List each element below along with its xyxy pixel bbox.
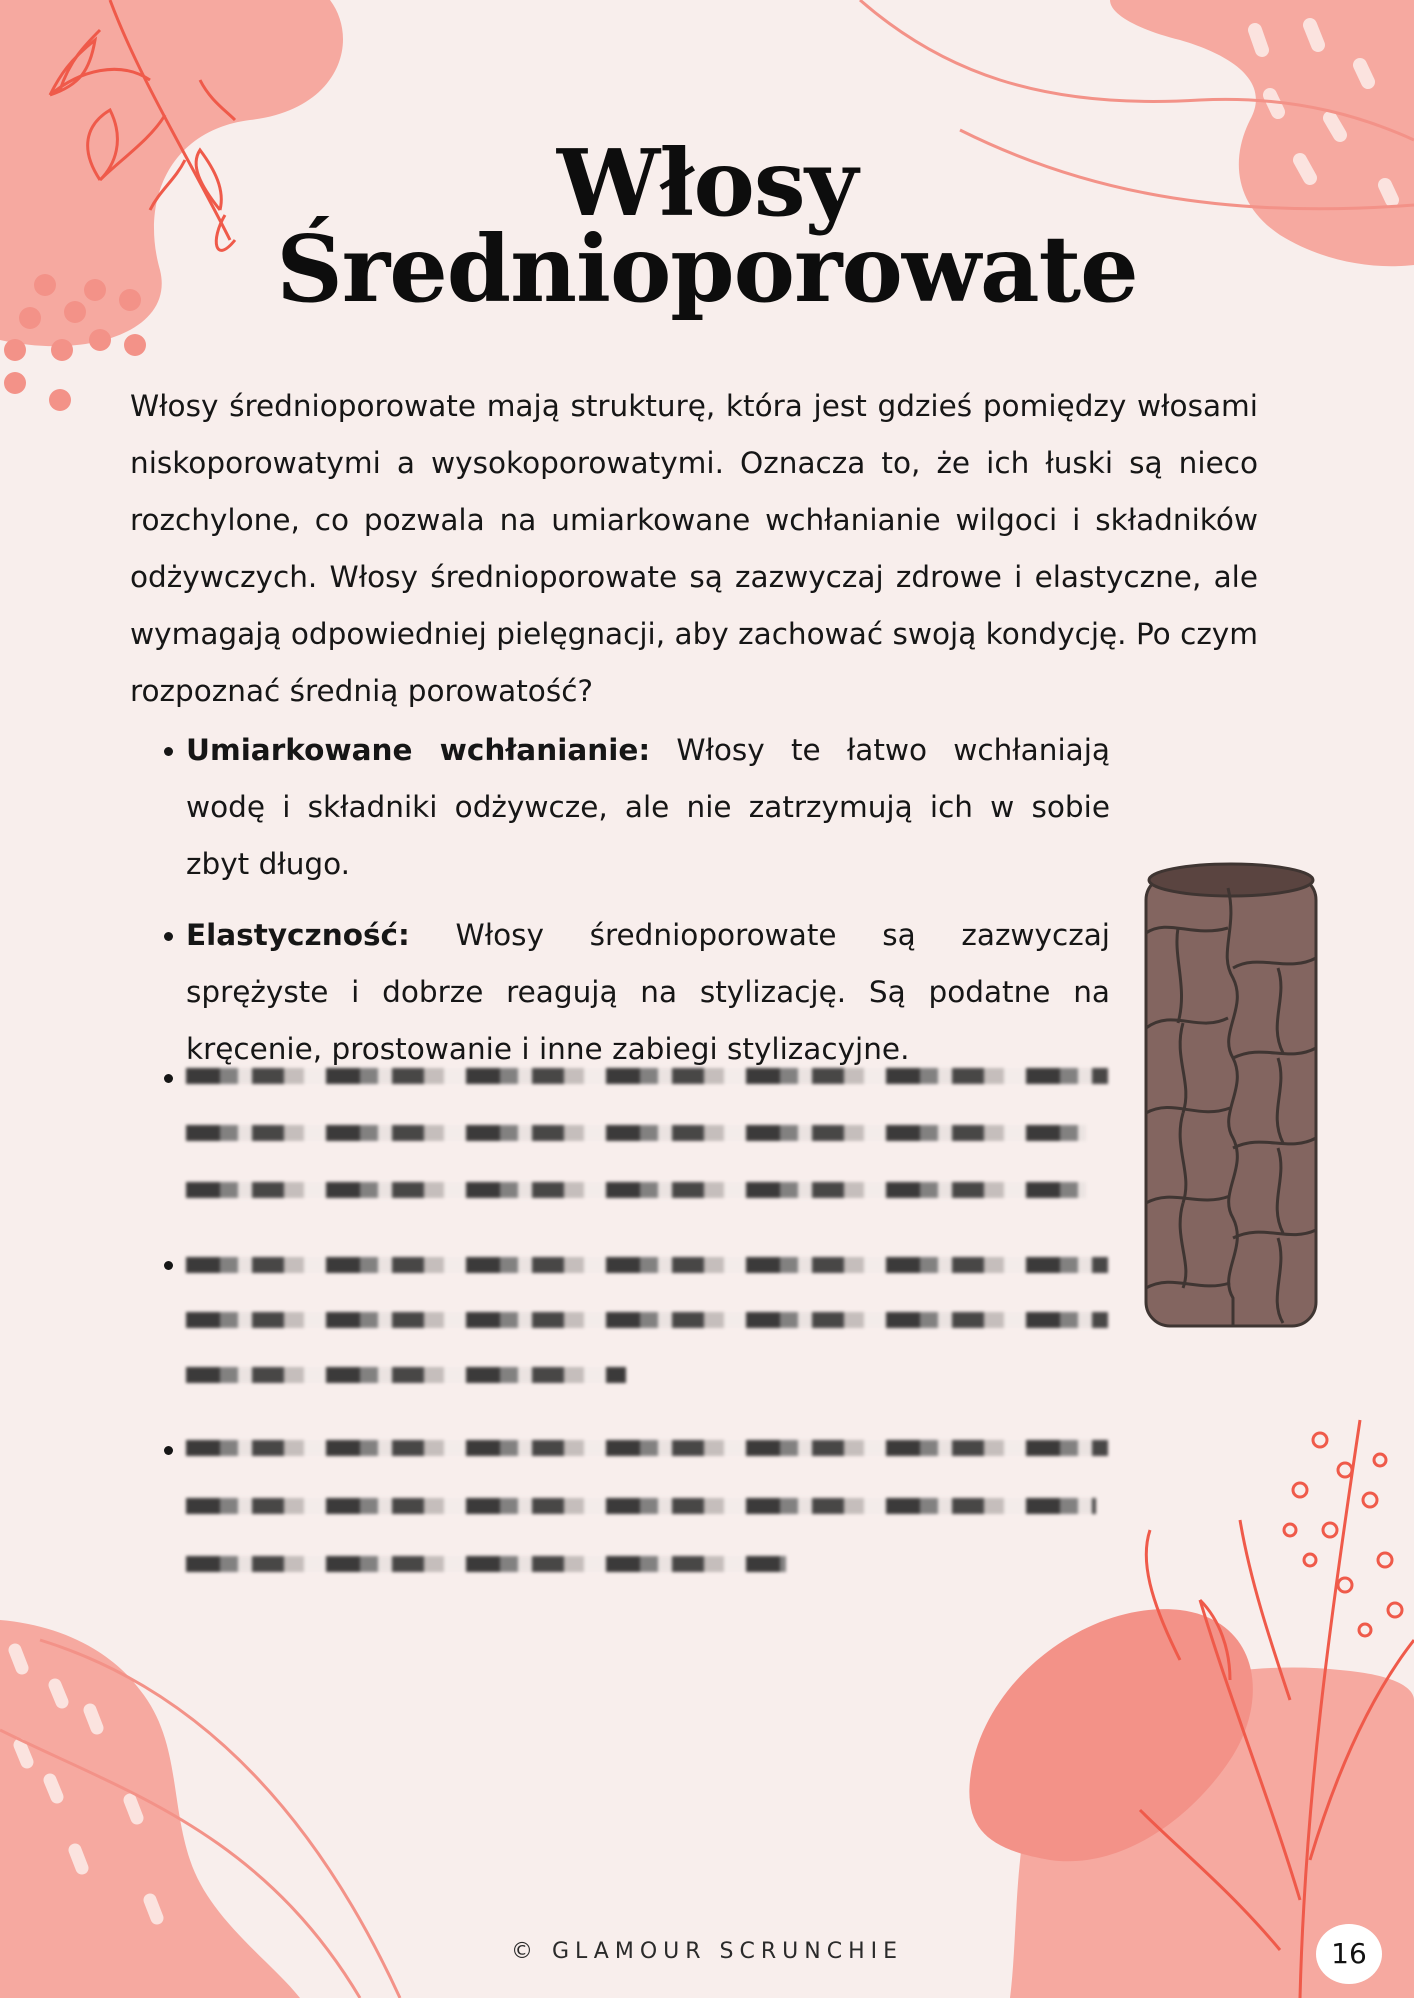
redacted-line	[186, 1068, 1108, 1084]
redacted-line	[186, 1498, 1096, 1514]
bullet-list	[158, 722, 1110, 1092]
bullet-term: Umiarkowane wchłanianie:	[186, 733, 651, 767]
page-number: 16	[1316, 1924, 1382, 1984]
redacted-line	[186, 1440, 1108, 1456]
redacted-line	[186, 1367, 626, 1383]
bullet-term: Elastyczność:	[186, 918, 410, 952]
redacted-line	[186, 1312, 1108, 1328]
bullet-dot	[164, 1074, 173, 1083]
redacted-bullet-1	[158, 1048, 1118, 1218]
hair-strand-cuticle-icon	[1138, 858, 1324, 1338]
title-line-2: Średnioporowate	[276, 215, 1138, 323]
redacted-bullet-2	[158, 1235, 1118, 1405]
footer-copyright: © GLAMOUR SCRUNCHIE	[511, 1939, 903, 1964]
bullet-dot	[164, 1446, 173, 1455]
bullet-text: Włosy średnioporowate są zazwyczaj sprężyste i dobrze reagują na stylizację. Są podatne na kręcenie, prostowanie i inne zabiegi stylizacyjne.	[186, 918, 1110, 1066]
redacted-line	[186, 1257, 1108, 1273]
redacted-line	[186, 1182, 1086, 1198]
redacted-line	[186, 1125, 1086, 1141]
bullet-text: Włosy te łatwo wchłaniają wodę i składniki odżywcze, ale nie zatrzymują ich w sobie zbyt długo.	[186, 733, 1110, 881]
redacted-bullet-3	[158, 1420, 1118, 1590]
page-title	[0, 129, 1414, 323]
bullet-dot	[164, 1261, 173, 1270]
redacted-line	[186, 1556, 786, 1572]
title-line-1: Włosy	[556, 129, 858, 237]
intro-paragraph: Włosy średnioporowate mają strukturę, która jest gdzieś pomiędzy włosami niskoporowatymi a wysokoporowatymi. Oznacza to, że ich łuski są nieco rozchylone, co pozwala na umiarkowane wchłanianie wilgoci i składników odżywczych. Włosy średnioporowate są zazwyczaj zdrowe i elastyczne, ale wymagają odpowiedniej pielęgnacji, aby zachować swoją kondycję. Po czym rozpoznać średnią porowatość?	[130, 389, 1259, 708]
bullet-moderate-absorption	[158, 722, 1110, 893]
